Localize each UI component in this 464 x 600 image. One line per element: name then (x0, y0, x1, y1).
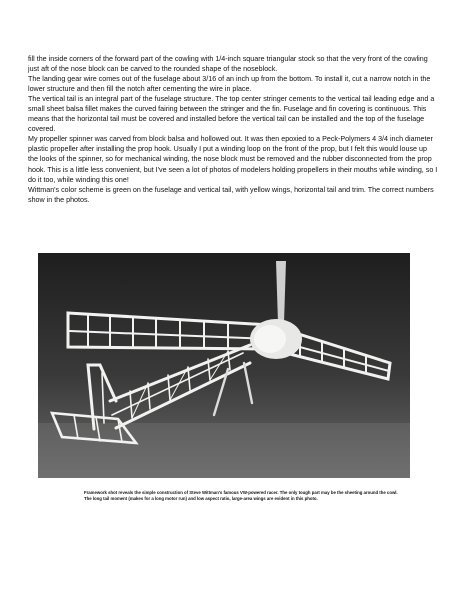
paragraph-color-scheme: Wittman's color scheme is green on the fuselage and vertical tail, with yellow wings, horizontal tail and trim. The correct numbers show in the photos. (28, 185, 434, 204)
paragraph-propeller-spinner: My propeller spinner was carved from block balsa and hollowed out. It was then epoxied to a Peck-Polymers 4 3/4 inch diameter plastic propeller after installing the prop hook. Usually I put a winding loop on the front of the prop, but I felt this would louse up the looks of the spinner, so for mechanical winding, the nose block must be removed and the rubber disconnected from the prop hook. This is a little less convenient, but I've seen a lot of photos of modelers holding propellers in their mouths while winding, so I do it too, while winding this one! (28, 135, 438, 184)
paragraph-landing-gear: The landing gear wire comes out of the fuselage about 3/16 of an inch up from the bottom. To install it, cut a narrow notch in the lower structure and then fill the notch after cementing the wire in place. (28, 75, 431, 94)
balsa-framework-illustration (38, 253, 410, 478)
figure-caption: Framework shot reveals the simple construction of Steve Wittman's famous VW-powered racer. The only tough part may be the sheeting around the cowl. The long tail moment (makes for a long motor run) and low aspect ratio, large-area wings are evident in this photo. (84, 490, 398, 502)
paragraph-vertical-tail: The vertical tail is an integral part of the fuselage structure. The top center stringer cements to the vertical tail leading edge and a small sheet balsa fillet makes the curved fairing between the stringer and the fin. Fuselage and fin covering is continuous. This means that the horizontal tail must be covered and installed before the vertical tail can be installed and the top of the fuselage covered. (28, 95, 435, 134)
airframe-photo (38, 253, 410, 478)
article-body (28, 54, 438, 205)
paragraph-cowling: fill the inside corners of the forward part of the cowling with 1/4-inch square triangular stock so that the very front of the cowling just aft of the nose block can be carved to the rounded shape of the noseblock. (28, 55, 428, 74)
cowling-and-spinner (250, 319, 302, 359)
